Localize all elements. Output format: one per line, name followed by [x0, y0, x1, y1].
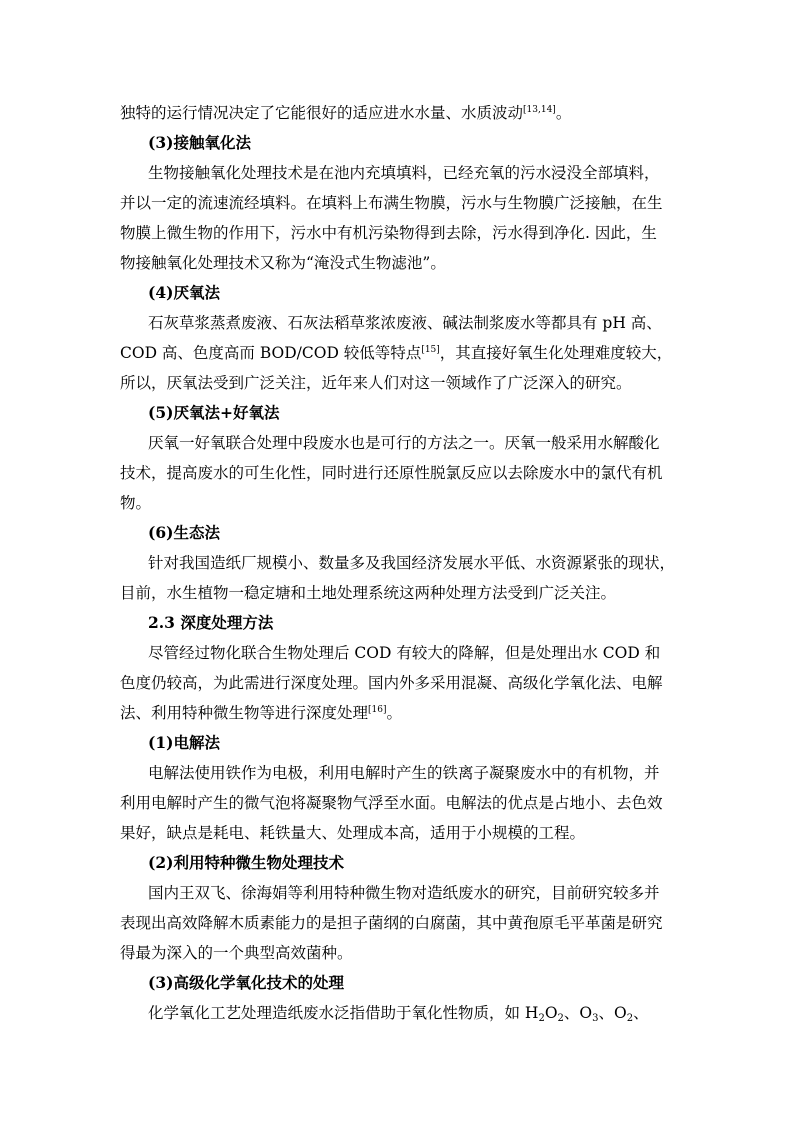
paragraph-line: 物。: [120, 494, 152, 512]
paragraph-line: 技术，提高废水的可生化性，同时进行还原性脱氯反应以去除废水中的氯代有机: [120, 464, 663, 482]
paragraph-line: 针对我国造纸厂规模小、数量多及我国经济发展水平低、水资源紧张的现状，: [148, 554, 675, 572]
paragraph-line: 电解法使用铁作为电极，利用电解时产生的铁离子凝聚废水中的有机物，并: [148, 764, 660, 782]
paragraph-line: 生物接触氧化处理技术是在池内充填填料，已经充氧的污水浸没全部填料，: [148, 164, 660, 182]
paragraph-line: 尽管经过物化联合生物处理后 COD 有较大的降解，但是处理出水 COD 和: [148, 644, 661, 662]
paragraph-line: 厌氧一好氧联合处理中段废水也是可行的方法之一。厌氧一般采用水解酸化: [148, 434, 660, 452]
section-heading: (4)厌氧法: [148, 283, 220, 302]
paragraph-line: 化学氧化工艺处理造纸废水泛指借助于氧化性物质，如 $H_2O_2$、$O_3$、$O_2$、: [148, 1004, 649, 1024]
section-heading: (3)高级化学氧化技术的处理: [148, 973, 344, 992]
paragraph-line: 表现出高效降解木质素能力的是担子菌纲的白腐菌，其中黄孢原毛平革菌是研究: [120, 914, 663, 932]
paragraph-line: 得最为深入的一个典型高效菌种。: [120, 944, 353, 962]
paragraph-line: 物膜上微生物的作用下，污水中有机污染物得到去除，污水得到净化. 因此，生: [120, 224, 657, 242]
section-heading: 2.3 深度处理方法: [148, 613, 274, 632]
section-heading: (6)生态法: [148, 523, 220, 542]
section-heading: (1)电解法: [148, 733, 220, 752]
paragraph-line: 果好，缺点是耗电、耗铁量大、处理成本高，适用于小规模的工程。: [120, 824, 586, 842]
paragraph-line: 利用电解时产生的微气泡将凝聚物气浮至水面。电解法的优点是占地小、去色效: [120, 794, 663, 812]
paragraph-line: 法、利用特种微生物等进行深度处理[16]。: [120, 704, 403, 722]
paragraph-line: 色度仍较高，为此需进行深度处理。国内外多采用混凝、高级化学氧化法、电解: [120, 674, 663, 692]
paragraph-line: 并以一定的流速流经填料。在填料上布满生物膜，污水与生物膜广泛接触，在生: [120, 194, 663, 212]
section-heading: (2)利用特种微生物处理技术: [148, 853, 344, 872]
paragraph-line: 独特的运行情况决定了它能很好的适应进水水量、水质波动[13,14]。: [120, 104, 572, 122]
section-heading: (5)厌氧法+好氧法: [148, 403, 280, 422]
paragraph-line: 石灰草浆蒸煮废液、石灰法稻草浆浓废液、碱法制浆废水等都具有 pH 高、: [148, 314, 662, 332]
paragraph-line: 目前，水生植物一稳定塘和土地处理系统这两种处理方法受到广泛关注。: [120, 584, 617, 602]
citation: [13,14]: [523, 105, 556, 115]
citation: [16]: [368, 705, 387, 715]
page-content: [120, 98, 675, 1028]
citation: [15]: [421, 345, 440, 355]
paragraph-line: COD 高、色度高而 BOD/COD 较低等特点[15]，其直接好氧生化处理难度较大，: [120, 344, 673, 362]
paragraph-line: 物接触氧化处理技术又称为“淹没式生物滤池”。: [120, 254, 446, 272]
paragraph-line: 所以，厌氧法受到广泛关注，近年来人们对这一领域作了广泛深入的研究。: [120, 374, 632, 392]
paragraph-line: 国内王双飞、徐海娟等利用特种微生物对造纸废水的研究，目前研究较多并: [148, 884, 660, 902]
section-heading: (3)接触氧化法: [148, 133, 251, 152]
